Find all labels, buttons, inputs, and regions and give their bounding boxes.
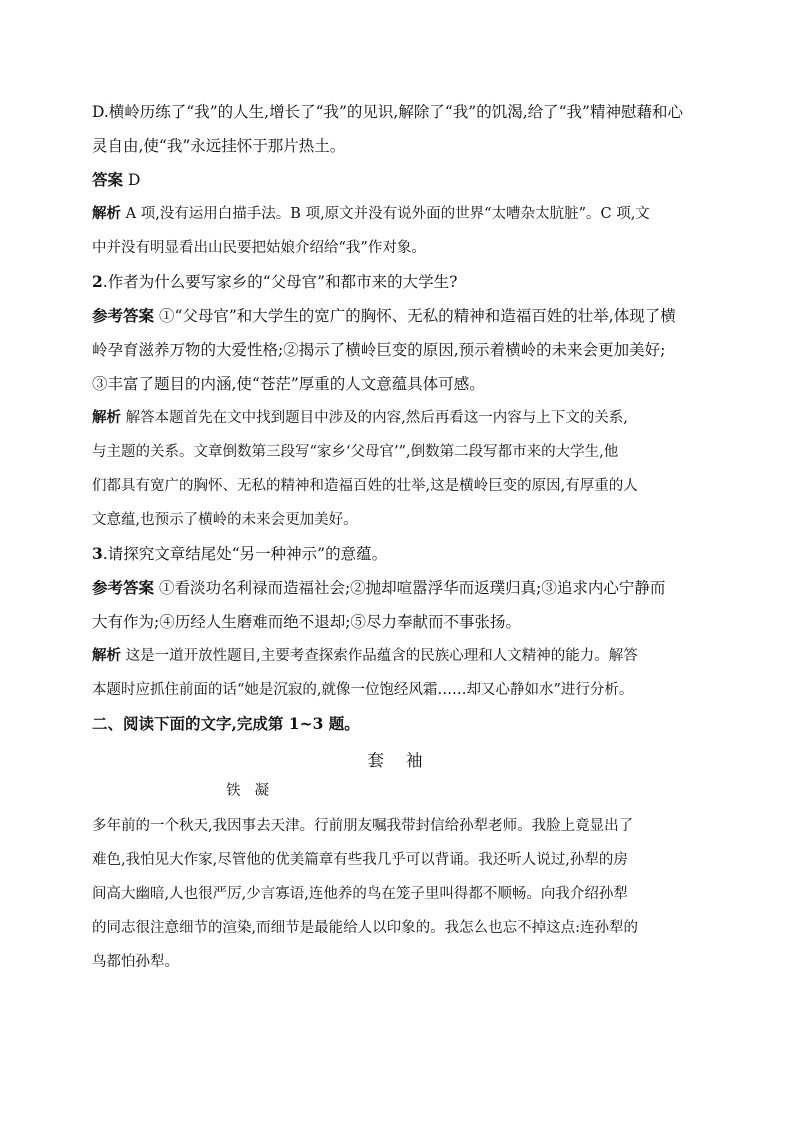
- question-number: 2: [92, 272, 103, 291]
- explain-label: 解析: [92, 409, 121, 426]
- question-number: 3: [92, 544, 103, 563]
- answer-line: [92, 166, 698, 194]
- reference-answer-line: 岭孕育滋养万物的大爱性格;②揭示了横岭巨变的原因,预示着横岭的未来会更加美好;: [92, 341, 666, 359]
- option-d-line: D.横岭历练了“我”的人生,增长了“我”的见识,解除了“我”的饥渴,给了“我”精神慰藉和心: [92, 103, 683, 121]
- explain-line: [92, 404, 698, 432]
- reference-answer-label: 参考答案: [92, 578, 155, 597]
- answer-value: D: [127, 171, 141, 189]
- article-title: 套袖: [367, 751, 445, 770]
- explain-line: 本题时应抓住前面的话“她是沉寂的,就像一位饱经风霜……却又心静如水”进行分析。: [92, 682, 634, 698]
- explain-line: [92, 642, 698, 670]
- reference-answer-line: [92, 574, 698, 602]
- explain-line: 文意蕴,也预示了横岭的未来会更加美好。: [92, 512, 358, 528]
- explain-line: 们都具有宽广的胸怀、无私的精神和造福百姓的壮举,这是横岭巨变的原因,有厚重的人: [92, 478, 638, 494]
- explain-line: 中并没有明显看出山民要把姑娘介绍给“我”作对象。: [92, 240, 426, 256]
- explain-label: 解析: [92, 647, 121, 664]
- explain-line: 与主题的关系。文章倒数第三段写“家乡‘父母官’”,倒数第二段写都市来的大学生,他: [92, 444, 619, 460]
- reference-answer-text: ①“父母官”和大学生的宽广的胸怀、无私的精神和造福百姓的壮举,体现了横: [158, 307, 676, 325]
- article-paragraph-line: 难色,我怕见大作家,尽管他的优美篇章有些我几乎可以背诵。我还听人说过,孙犁的房: [92, 852, 628, 868]
- question-text: .作者为什么要写家乡的“父母官”和都市来的大学生?: [102, 273, 458, 291]
- article-paragraph-line: 鸟都怕孙犁。: [92, 954, 179, 970]
- option-d-line: 灵自由,使“我”永远挂怀于那片热土。: [92, 137, 346, 155]
- question-text: .请探究文章结尾处“另一种神示”的意蕴。: [102, 545, 388, 563]
- reference-answer-line: ③丰富了题目的内涵,使“苍茫”厚重的人文意蕴具体可感。: [92, 375, 485, 393]
- question-2: [92, 268, 698, 296]
- article-author: 铁凝: [226, 783, 283, 799]
- explain-line: [92, 200, 698, 228]
- section-heading: 二、阅读下面的文字,完成第 1~3 题。: [92, 714, 360, 733]
- article-paragraph-line: 的同志很注意细节的渲染,而细节是最能给人以印象的。我怎么也忘不掉这点:连孙犁的: [92, 920, 638, 936]
- reference-answer-label: 参考答案: [92, 306, 155, 325]
- reference-answer-line: 大有作为;④历经人生磨难而绝不退却;⑤尽力奉献而不事张扬。: [92, 613, 521, 631]
- article-paragraph-line: 间高大幽暗,人也很严厉,少言寡语,连他养的鸟在笼子里叫得都不顺畅。向我介绍孙犁: [92, 886, 628, 902]
- reference-answer-text: ①看淡功名利禄而造福社会;②抛却喧嚣浮华而返璞归真;③追求内心宁静而: [158, 579, 666, 597]
- answer-label: 答案: [92, 170, 124, 189]
- article-paragraph-line: 多年前的一个秋天,我因事去天津。行前朋友嘱我带封信给孙犁老师。我脸上竟显出了: [92, 818, 634, 834]
- explain-text: 解答本题首先在文中找到题目中涉及的内容,然后再看这一内容与上下文的关系,: [125, 410, 628, 426]
- question-3: [92, 540, 698, 568]
- document-page: [92, 98, 698, 976]
- reference-answer-line: [92, 302, 698, 330]
- explain-text: A 项,没有运用白描手法。B 项,原文并没有说外面的世界“太嘈杂太肮脏”。C 项,文: [125, 206, 650, 222]
- explain-text: 这是一道开放性题目,主要考查探索作品蕴含的民族心理和人文精神的能力。解答: [125, 648, 638, 664]
- explain-label: 解析: [92, 205, 121, 222]
